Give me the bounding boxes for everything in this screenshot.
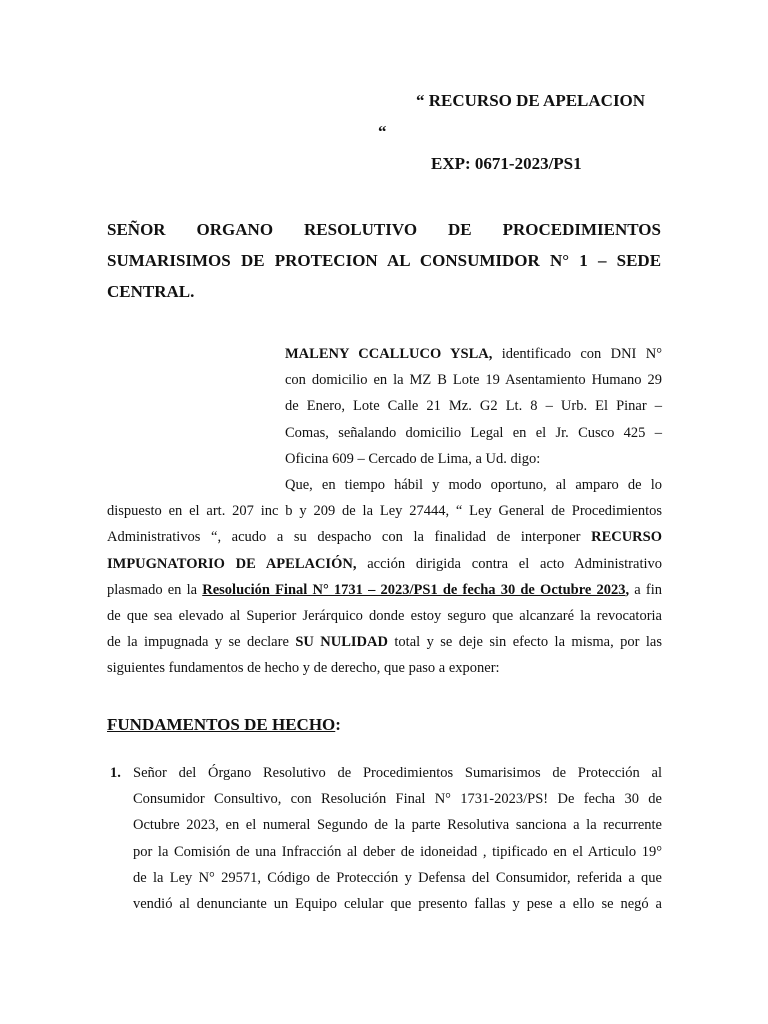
item-text <box>133 760 662 917</box>
petition-paragraph <box>107 472 662 682</box>
item-line-2: Consumidor Consultivo, con Resolución Final N° 1731-2023/PS! De fecha 30 de <box>133 791 662 808</box>
petition-line-4: IMPUGNATORIO DE APELACIÓN, acción dirigida contra el acto Administrativo <box>107 555 663 572</box>
party-line-5: Oficina 609 – Cercado de Lima, a Ud. digo: <box>285 450 541 467</box>
title-closing-quote: “ <box>378 122 387 141</box>
petition-line-2: dispuesto en el art. 207 inc b y 209 de la Ley 27444, “ Ley General de Procedimientos <box>107 503 662 520</box>
addressee-block <box>107 214 661 307</box>
party-line-1: MALENY CCALLUCO YSLA, identificado con DNI N° <box>285 346 663 362</box>
nullity-emphasis: SU NULIDAD <box>295 634 388 651</box>
item-number: 1. <box>110 765 121 781</box>
item-line-6: vendió al denunciante un Equipo celular que presento fallas y pese a ello se negó a <box>133 895 662 912</box>
item-line-5: de la Ley N° 29571, Código de Protección y Defensa del Consumidor, referida a que <box>133 869 662 886</box>
item-line-4: por la Comisión de una Infracción al deber de idoneidad , tipificado en el Articulo 19° <box>133 843 662 860</box>
item-line-3: Octubre 2023, en el numeral Segundo de la parte Resolutiva sanciona a la recurrente <box>133 817 662 834</box>
party-name: MALENY CCALLUCO YSLA, <box>285 346 493 362</box>
item-line-1: Señor del Órgano Resolutivo de Procedimientos Sumarisimos de Protección al <box>133 765 662 781</box>
party-line-2: con domicilio en la MZ B Lote 19 Asentamiento Humano 29 <box>285 372 662 389</box>
party-line-3: de Enero, Lote Calle 21 Mz. G2 Lt. 8 – Urb. El Pinar – <box>285 398 662 415</box>
expediente-number: EXP: 0671-2023/PS1 <box>431 154 582 173</box>
petition-line-3: Administrativos “, acudo a su despacho con la finalidad de interponer RECURSO <box>107 529 662 546</box>
addressee-line-2: SUMARISIMOS DE PROTECION AL CONSUMIDOR N° 1 – SEDE <box>107 251 662 270</box>
petition-line-8: siguientes fundamentos de hecho y de derecho, que paso a exponer: <box>107 660 500 677</box>
petition-line-5: plasmado en la Resolución Final N° 1731 – 2023/PS1 de fecha 30 de Octubre 2023, a fin <box>107 581 663 598</box>
section-heading: FUNDAMENTOS DE HECHO: <box>107 715 341 734</box>
party-line-4: Comas, señalando domicilio Legal en el Jr. Cusco 425 – <box>285 424 662 441</box>
addressee-line-1: SEÑOR ORGANO RESOLUTIVO DE PROCEDIMIENTOS <box>107 220 661 239</box>
document-title: “ RECURSO DE APELACION <box>416 91 646 110</box>
petition-line-1: Que, en tiempo hábil y modo oportuno, al amparo de lo <box>285 477 662 493</box>
party-identification <box>285 341 662 472</box>
petition-line-6: de que sea elevado al Superior Jerárquico donde estoy seguro que alcanzaré la revocatoria <box>107 607 662 624</box>
addressee-line-3: CENTRAL. <box>107 282 195 301</box>
resolution-reference: Resolución Final N° 1731 – 2023/PS1 de fecha 30 de Octubre 2023 <box>202 581 626 598</box>
petition-line-7: de la impugnada y se declare SU NULIDAD total y se deje sin efecto la misma, por las <box>107 634 663 651</box>
